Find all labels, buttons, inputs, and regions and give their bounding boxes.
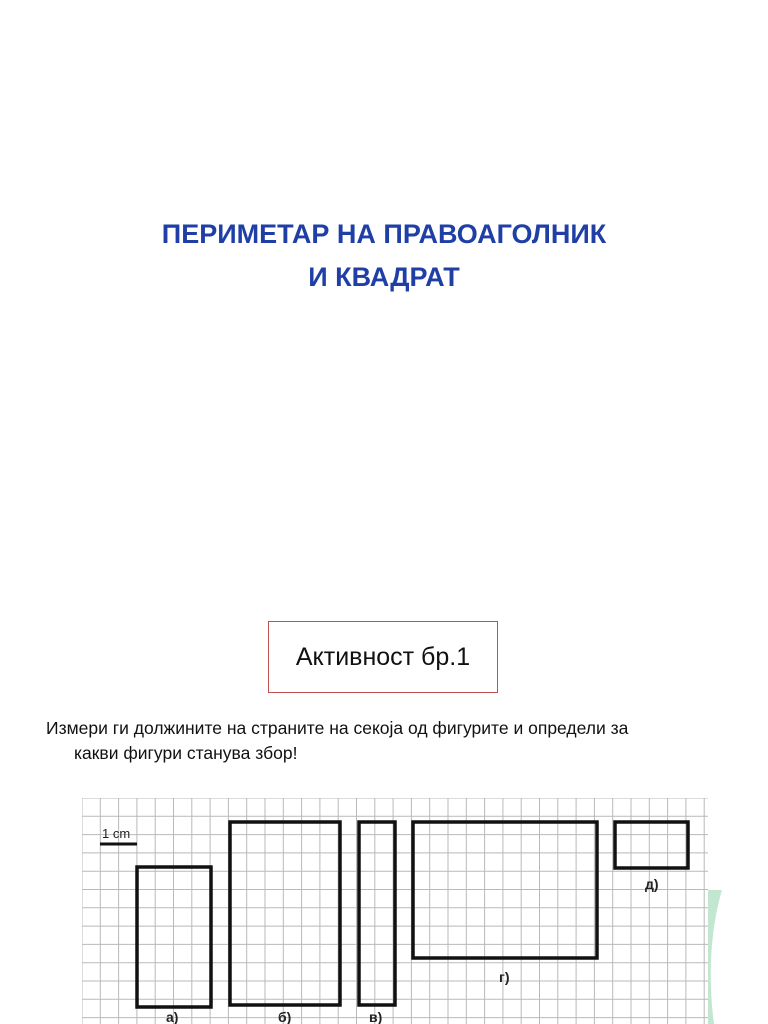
label-g: г) — [499, 969, 510, 985]
shape-v — [359, 822, 395, 1005]
instruction-line-2: какви фигури станува збор! — [74, 743, 298, 763]
label-b: б) — [278, 1009, 292, 1024]
title-line-2: И КВАДРАТ — [308, 262, 460, 292]
label-d: д) — [645, 876, 659, 892]
shape-d — [615, 822, 688, 868]
label-a: а) — [166, 1009, 179, 1024]
instruction-line-1: Измери ги должините на страните на секоја од фигурите и определи за — [46, 718, 629, 738]
page-title — [0, 213, 768, 299]
activity-label: Активност бр.1 — [295, 642, 471, 671]
decorative-leaf-accent — [708, 890, 768, 1024]
label-v: в) — [369, 1009, 383, 1024]
activity-box — [268, 621, 498, 693]
instruction-text — [46, 716, 726, 766]
scale-label: 1 cm — [102, 826, 131, 841]
title-line-1: ПЕРИМЕТАР НА ПРАВОАГОЛНИК — [161, 219, 607, 249]
grid-figure — [82, 798, 708, 1024]
figure-shapes — [137, 822, 688, 1007]
